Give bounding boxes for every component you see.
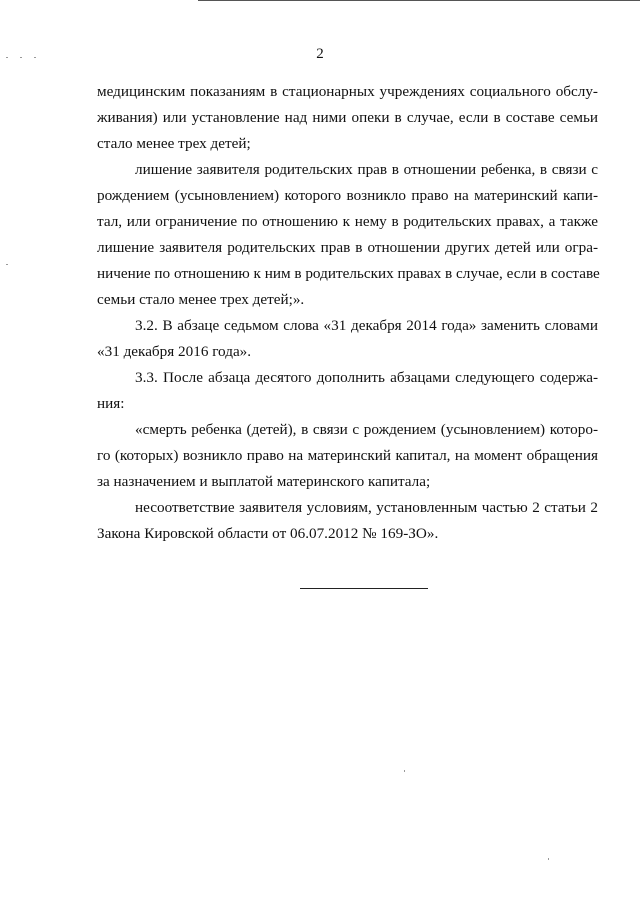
text-line: ния: xyxy=(97,395,125,412)
scan-speck xyxy=(6,264,8,265)
text-line: «смерть ребенка (детей), в связи с рождением (усыновлением) которо- xyxy=(135,421,598,438)
text-line: несоответствие заявителя условиям, установленным частью 2 статьи 2 xyxy=(135,499,598,516)
page-number: 2 xyxy=(316,46,324,62)
text-line: 3.3. После абзаца десятого дополнить абзацами следующего содержа- xyxy=(135,369,598,386)
text-line: лишение заявителя родительских прав в отношении ребенка, в связи с xyxy=(135,161,598,178)
scan-speck xyxy=(404,770,405,772)
scan-speck xyxy=(6,57,8,58)
scan-speck xyxy=(20,57,22,58)
text-line: Закона Кировской области от 06.07.2012 № 169-ЗО». xyxy=(97,525,439,542)
text-line: за назначением и выплатой материнского капитала; xyxy=(97,473,431,490)
text-line: ничение по отношению к ним в родительских правах в случае, если в составе xyxy=(97,265,600,282)
text-line: тал, или ограничение по отношению к нему в родительских правах, а также xyxy=(97,213,598,230)
text-line: лишение заявителя родительских прав в отношении других детей или огра- xyxy=(97,239,598,256)
scan-speck xyxy=(548,858,549,860)
text-line: 3.2. В абзаце седьмом слова «31 декабря 2014 года» заменить словами xyxy=(135,317,598,334)
top-edge-line xyxy=(198,0,640,1)
text-line: го (которых) возникло право на материнский капитал, на момент обращения xyxy=(97,447,598,464)
separator-line xyxy=(300,588,428,589)
text-line: медицинским показаниям в стационарных учреждениях социального обслу- xyxy=(97,83,598,100)
text-line: стало менее трех детей; xyxy=(97,135,251,152)
text-line: живания) или установление над ними опеки в случае, если в составе семьи xyxy=(97,109,598,126)
text-line: «31 декабря 2016 года». xyxy=(97,343,252,360)
text-line: семьи стало менее трех детей;». xyxy=(97,291,305,308)
scan-speck xyxy=(34,57,36,58)
text-line: рождением (усыновлением) которого возникло право на материнский капи- xyxy=(97,187,598,204)
